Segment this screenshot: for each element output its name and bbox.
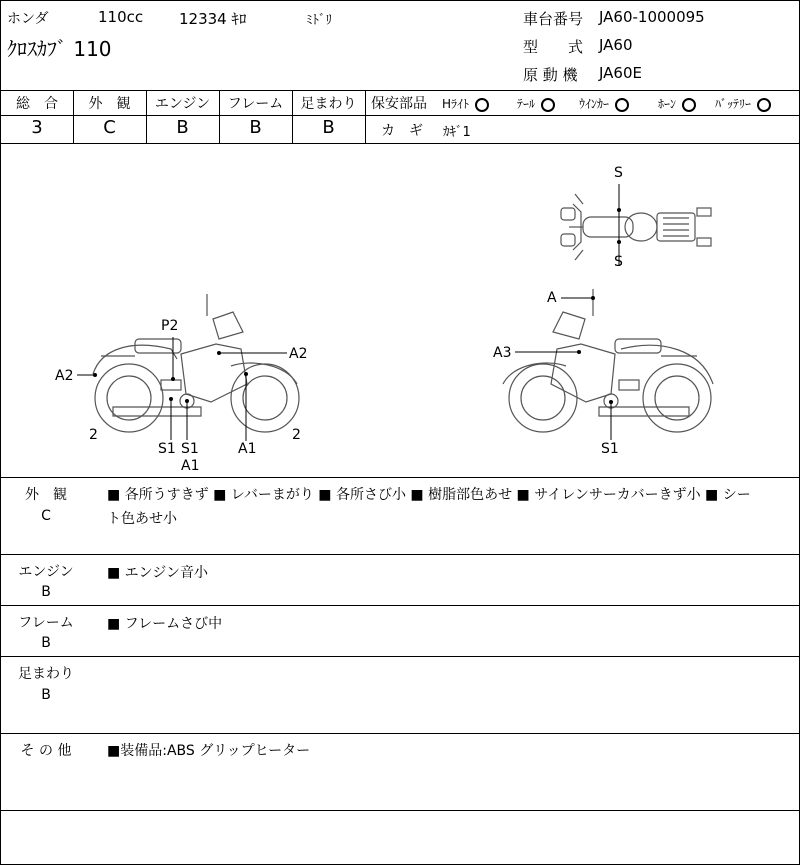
mark-left-a1-front: A1 (238, 441, 257, 457)
detail-text-engine: ■ エンジン音小 (107, 565, 208, 581)
divider (1, 554, 799, 555)
detail-text-exterior: ■ 各所うすきず ■ レバーまがり ■ 各所さび小 ■ 樹脂部色あせ ■ サイレンサーカバーきず小 ■ シー (107, 487, 751, 503)
grade-suspension: B (322, 117, 335, 138)
ok-circle-icon (475, 98, 489, 112)
safety-label: 保安部品 (371, 96, 427, 112)
frame-no: JA60-1000095 (599, 8, 705, 26)
grade-header-suspension: 足まわり (300, 96, 357, 112)
detail-grade-engine: B (41, 584, 51, 600)
mark-top-rear: S (614, 254, 623, 270)
mark-left-2-front: 2 (292, 427, 301, 443)
mark-left-a1-under: A1 (181, 458, 200, 474)
safety-item-winker: ｳｲﾝｶｰ (579, 95, 629, 112)
detail-grade-frame: B (41, 635, 51, 651)
divider (1, 477, 799, 478)
divider (1, 810, 799, 811)
key-label: カ ギ (381, 123, 423, 139)
key-value: ｶｷﾞ1 (443, 125, 471, 140)
mark-left-p2: P2 (161, 318, 179, 334)
detail-grade-exterior: C (41, 508, 51, 524)
engine-code: JA60E (599, 64, 642, 82)
divider (1, 605, 799, 606)
divider (1, 115, 799, 116)
model-code-label: 型 式 (523, 38, 584, 56)
detail-text-other: ■装備品:ABS グリップヒーター (107, 743, 311, 759)
mark-top-front: S (614, 165, 623, 181)
engine-label: 原 動 機 (523, 66, 578, 84)
divider (1, 90, 799, 91)
ok-circle-icon (757, 98, 771, 112)
damage-diagram (1, 144, 799, 477)
mark-right-a3: A3 (493, 345, 512, 361)
model-name: ｸﾛｽｶﾌﾞ 110 (7, 37, 112, 61)
divider (1, 656, 799, 657)
mark-right-a: A (547, 290, 557, 306)
mark-left-s1-a: S1 (158, 441, 176, 457)
grade-overall: 3 (31, 117, 43, 138)
grade-header-engine: エンジン (154, 96, 211, 112)
detail-label-engine: エンジン (18, 564, 74, 580)
grade-header-exterior: 外 観 (88, 96, 131, 112)
color: ﾐﾄﾞﾘ (306, 13, 332, 28)
safety-item-headlight: Hﾗｲﾄ (442, 95, 489, 112)
mark-left-2-rear: 2 (89, 427, 98, 443)
model-code: JA60 (599, 36, 633, 54)
safety-item-taillight: ﾃｰﾙ (517, 95, 555, 112)
mark-left-s1-b: S1 (181, 441, 199, 457)
grade-header-frame: フレーム (227, 96, 284, 112)
detail-text-frame: ■ フレームさび中 (107, 616, 223, 632)
safety-item-battery: ﾊﾞｯﾃﾘｰ (715, 95, 771, 112)
ok-circle-icon (541, 98, 555, 112)
mark-right-s1: S1 (601, 441, 619, 457)
displacement: 110cc (98, 8, 144, 26)
grade-engine: B (176, 117, 189, 138)
detail-label-frame: フレーム (18, 615, 74, 631)
grade-frame: B (249, 117, 262, 138)
ok-circle-icon (682, 98, 696, 112)
ok-circle-icon (615, 98, 629, 112)
grade-header-overall: 総 合 (16, 96, 58, 112)
maker: ホンダ (7, 11, 49, 27)
divider (365, 90, 366, 143)
detail-label-suspension: 足まわり (18, 666, 74, 682)
frame-no-label: 車台番号 (523, 10, 584, 28)
detail-label-exterior: 外 観 (25, 487, 67, 503)
detail-grade-suspension: B (41, 687, 51, 703)
safety-item-horn: ﾎｰﾝ (658, 95, 696, 112)
divider (1, 733, 799, 734)
right-side-bike (503, 289, 713, 432)
mark-left-a2-body: A2 (289, 346, 308, 362)
grade-exterior: C (103, 117, 116, 138)
detail-text-exterior-cont: ト色あせ小 (107, 511, 177, 527)
mileage: 12334 ｷﾛ (179, 10, 247, 28)
mark-left-a2-rear: A2 (55, 368, 74, 384)
left-side-bike (93, 294, 299, 432)
top-view-bike (561, 184, 711, 266)
detail-label-other: そ の 他 (20, 743, 72, 759)
